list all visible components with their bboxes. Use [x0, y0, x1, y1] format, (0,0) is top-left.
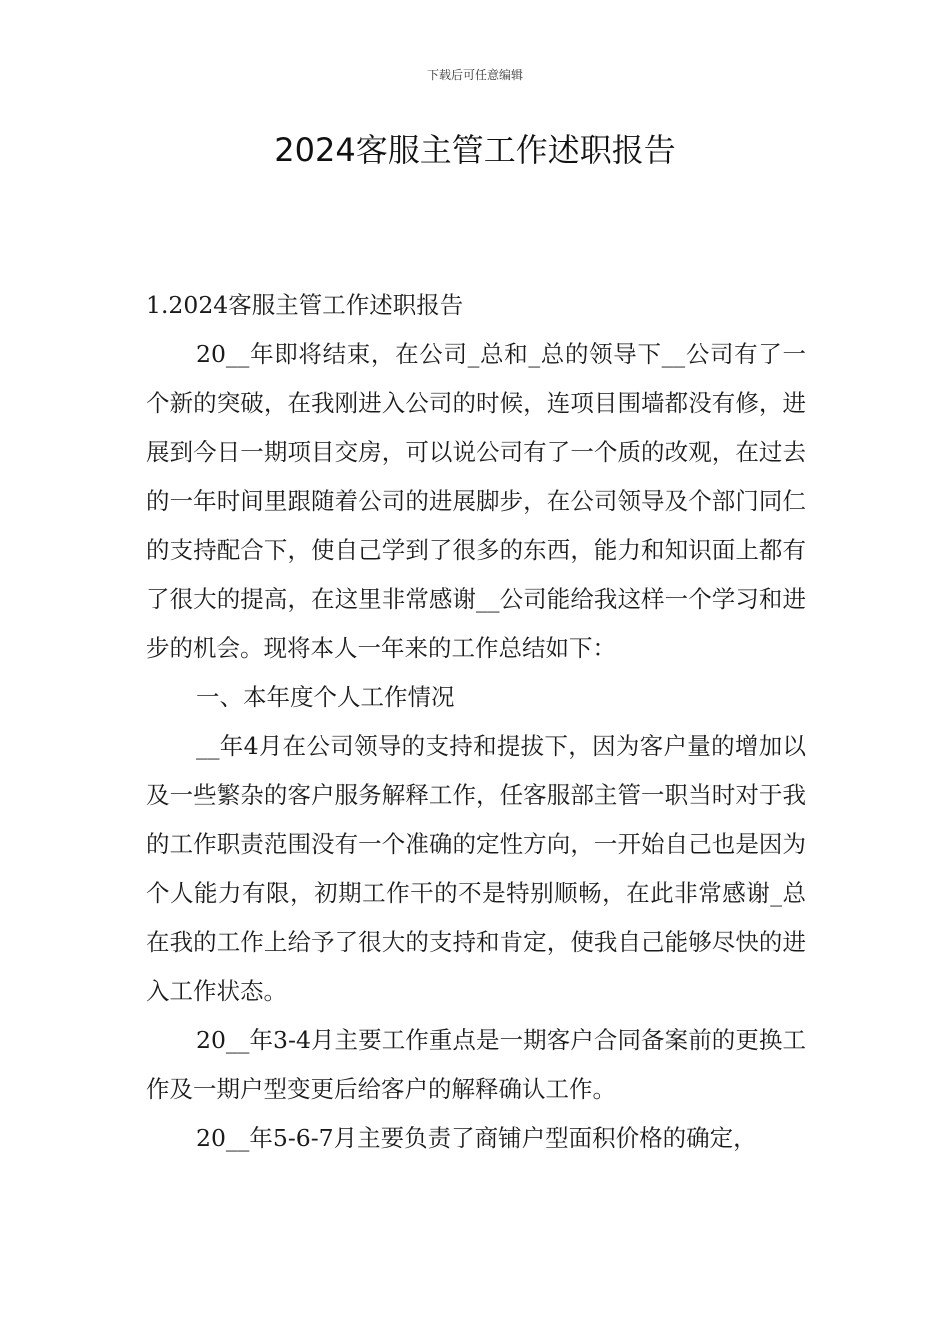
section-heading: 1.2024客服主管工作述职报告: [146, 291, 464, 319]
document-title: 2024客服主管工作述职报告: [274, 131, 676, 169]
header-note: 下载后可任意编辑: [426, 68, 523, 82]
document-body: [146, 281, 806, 1163]
paragraph-march-april: 20__年3-4月主要工作重点是一期客户合同备案前的更换工作及一期户型变更后给客户的解释确认工作。: [146, 1026, 806, 1103]
paragraph-april: __年4月在公司领导的支持和提拔下，因为客户量的增加以及一些繁杂的客户服务解释工作，任客服部主管一职当时对于我的工作职责范围没有一个准确的定性方向，一开始自己也是因为个人能力有限，初期工作干的不是特别顺畅，在此非常感谢_总在我的工作上给予了很大的支持和肯定，使我自己能够尽快的进入工作状态。: [146, 732, 806, 1005]
paragraph-may-july: 20__年5-6-7月主要负责了商铺户型面积价格的确定，: [196, 1124, 757, 1152]
subsection-heading: 一、本年度个人工作情况: [196, 683, 455, 711]
paragraph-intro: 20__年即将结束，在公司_总和_总的领导下__公司有了一个新的突破，在我刚进入公司的时候，连项目围墙都没有修，进展到今日一期项目交房，可以说公司有了一个质的改观，在过去的一年时间里跟随着公司的进展脚步，在公司领导及个部门同仁的支持配合下，使自己学到了很多的东西，能力和知识面上都有了很大的提高，在这里非常感谢__公司能给我这样一个学习和进步的机会。现将本人一年来的工作总结如下：: [146, 340, 806, 662]
